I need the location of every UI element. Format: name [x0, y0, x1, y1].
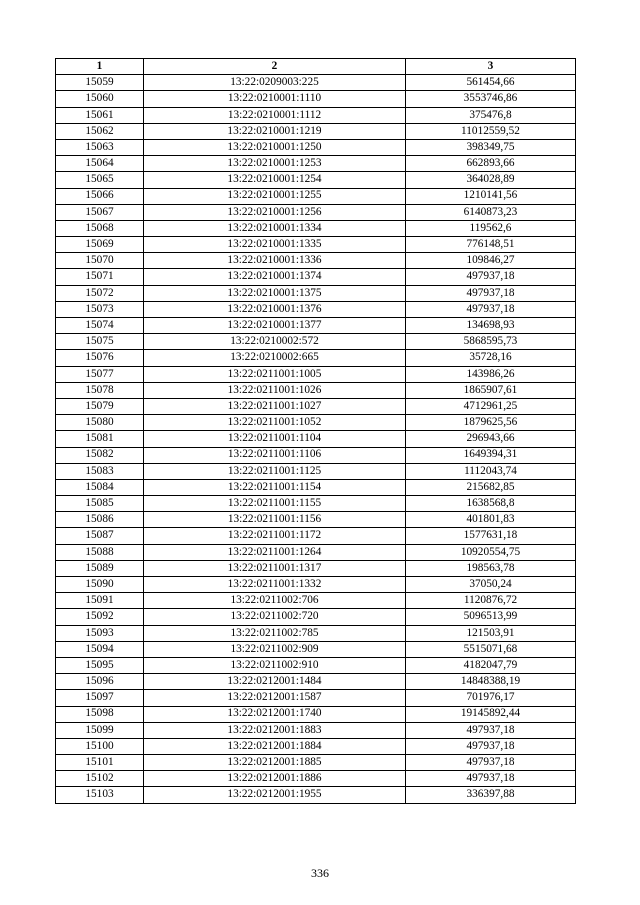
table-row	[56, 139, 576, 155]
cadastral-number-cell: 13:22:0211001:1125	[144, 463, 406, 479]
value-cell: 701976,17	[406, 690, 576, 706]
cadastral-number-cell: 13:22:0211002:720	[144, 609, 406, 625]
table-row	[56, 156, 576, 172]
value-cell: 215682,85	[406, 479, 576, 495]
table-row	[56, 398, 576, 414]
value-cell: 10920554,75	[406, 544, 576, 560]
table-row	[56, 528, 576, 544]
table-row	[56, 706, 576, 722]
value-cell: 1120876,72	[406, 593, 576, 609]
table-body	[56, 75, 576, 803]
row-number-cell: 15066	[56, 188, 144, 204]
table-row	[56, 787, 576, 803]
row-number-cell: 15063	[56, 139, 144, 155]
table-row	[56, 366, 576, 382]
row-number-cell: 15073	[56, 301, 144, 317]
data-table	[55, 58, 576, 804]
value-cell: 4712961,25	[406, 398, 576, 414]
table-row	[56, 350, 576, 366]
cadastral-number-cell: 13:22:0210001:1336	[144, 253, 406, 269]
row-number-cell: 15069	[56, 237, 144, 253]
cadastral-number-cell: 13:22:0211001:1332	[144, 577, 406, 593]
value-cell: 336397,88	[406, 787, 576, 803]
cadastral-number-cell: 13:22:0209003:225	[144, 75, 406, 91]
value-cell: 5515071,68	[406, 641, 576, 657]
cadastral-number-cell: 13:22:0212001:1587	[144, 690, 406, 706]
table-row	[56, 447, 576, 463]
value-cell: 497937,18	[406, 269, 576, 285]
cadastral-number-cell: 13:22:0210002:665	[144, 350, 406, 366]
cadastral-number-cell: 13:22:0210001:1334	[144, 220, 406, 236]
cadastral-number-cell: 13:22:0212001:1955	[144, 787, 406, 803]
value-cell: 143986,26	[406, 366, 576, 382]
table-row	[56, 544, 576, 560]
table-row	[56, 220, 576, 236]
value-cell: 497937,18	[406, 285, 576, 301]
cadastral-number-cell: 13:22:0211002:785	[144, 625, 406, 641]
row-number-cell: 15081	[56, 431, 144, 447]
table-row	[56, 269, 576, 285]
table-row	[56, 301, 576, 317]
row-number-cell: 15072	[56, 285, 144, 301]
cadastral-number-cell: 13:22:0211001:1264	[144, 544, 406, 560]
table-row	[56, 609, 576, 625]
cadastral-number-cell: 13:22:0210001:1375	[144, 285, 406, 301]
row-number-cell: 15099	[56, 722, 144, 738]
table-row	[56, 755, 576, 771]
value-cell: 134698,93	[406, 318, 576, 334]
table-row	[56, 690, 576, 706]
cadastral-number-cell: 13:22:0211002:706	[144, 593, 406, 609]
row-number-cell: 15100	[56, 738, 144, 754]
table-row	[56, 593, 576, 609]
cadastral-number-cell: 13:22:0210001:1250	[144, 139, 406, 155]
column-header-1: 1	[56, 59, 144, 75]
value-cell: 11012559,52	[406, 123, 576, 139]
value-cell: 5868595,73	[406, 334, 576, 350]
row-number-cell: 15087	[56, 528, 144, 544]
row-number-cell: 15059	[56, 75, 144, 91]
row-number-cell: 15067	[56, 204, 144, 220]
table-row	[56, 172, 576, 188]
cadastral-number-cell: 13:22:0211001:1052	[144, 415, 406, 431]
table-row	[56, 415, 576, 431]
cadastral-number-cell: 13:22:0210001:1256	[144, 204, 406, 220]
table-row	[56, 674, 576, 690]
table-row	[56, 285, 576, 301]
row-number-cell: 15062	[56, 123, 144, 139]
value-cell: 198563,78	[406, 560, 576, 576]
row-number-cell: 15070	[56, 253, 144, 269]
value-cell: 398349,75	[406, 139, 576, 155]
cadastral-number-cell: 13:22:0211001:1155	[144, 496, 406, 512]
cadastral-number-cell: 13:22:0210001:1377	[144, 318, 406, 334]
row-number-cell: 15083	[56, 463, 144, 479]
cadastral-number-cell: 13:22:0210001:1110	[144, 91, 406, 107]
cadastral-number-cell: 13:22:0211002:910	[144, 657, 406, 673]
row-number-cell: 15084	[56, 479, 144, 495]
value-cell: 497937,18	[406, 771, 576, 787]
row-number-cell: 15074	[56, 318, 144, 334]
value-cell: 19145892,44	[406, 706, 576, 722]
value-cell: 3553746,86	[406, 91, 576, 107]
value-cell: 1577631,18	[406, 528, 576, 544]
cadastral-number-cell: 13:22:0210001:1255	[144, 188, 406, 204]
table-row	[56, 479, 576, 495]
value-cell: 1865907,61	[406, 382, 576, 398]
row-number-cell: 15060	[56, 91, 144, 107]
row-number-cell: 15103	[56, 787, 144, 803]
value-cell: 119562,6	[406, 220, 576, 236]
table-row	[56, 382, 576, 398]
row-number-cell: 15096	[56, 674, 144, 690]
value-cell: 121503,91	[406, 625, 576, 641]
row-number-cell: 15101	[56, 755, 144, 771]
value-cell: 109846,27	[406, 253, 576, 269]
table-row	[56, 560, 576, 576]
row-number-cell: 15092	[56, 609, 144, 625]
table-row	[56, 188, 576, 204]
cadastral-number-cell: 13:22:0211001:1104	[144, 431, 406, 447]
cadastral-number-cell: 13:22:0210001:1374	[144, 269, 406, 285]
value-cell: 1210141,56	[406, 188, 576, 204]
value-cell: 296943,66	[406, 431, 576, 447]
value-cell: 1638568,8	[406, 496, 576, 512]
value-cell: 401801,83	[406, 512, 576, 528]
cadastral-number-cell: 13:22:0211001:1172	[144, 528, 406, 544]
row-number-cell: 15090	[56, 577, 144, 593]
row-number-cell: 15080	[56, 415, 144, 431]
row-number-cell: 15065	[56, 172, 144, 188]
cadastral-number-cell: 13:22:0212001:1884	[144, 738, 406, 754]
row-number-cell: 15091	[56, 593, 144, 609]
cadastral-number-cell: 13:22:0210002:572	[144, 334, 406, 350]
row-number-cell: 15064	[56, 156, 144, 172]
row-number-cell: 15086	[56, 512, 144, 528]
row-number-cell: 15082	[56, 447, 144, 463]
value-cell: 14848388,19	[406, 674, 576, 690]
table-row	[56, 107, 576, 123]
cadastral-number-cell: 13:22:0211001:1156	[144, 512, 406, 528]
table-row	[56, 75, 576, 91]
row-number-cell: 15079	[56, 398, 144, 414]
cadastral-number-cell: 13:22:0211001:1154	[144, 479, 406, 495]
value-cell: 364028,89	[406, 172, 576, 188]
value-cell: 35728,16	[406, 350, 576, 366]
cadastral-number-cell: 13:22:0210001:1376	[144, 301, 406, 317]
value-cell: 497937,18	[406, 301, 576, 317]
cadastral-number-cell: 13:22:0210001:1335	[144, 237, 406, 253]
cadastral-number-cell: 13:22:0212001:1885	[144, 755, 406, 771]
value-cell: 776148,51	[406, 237, 576, 253]
cadastral-number-cell: 13:22:0210001:1112	[144, 107, 406, 123]
table-row	[56, 641, 576, 657]
table-row	[56, 463, 576, 479]
value-cell: 4182047,79	[406, 657, 576, 673]
table-row	[56, 123, 576, 139]
row-number-cell: 15098	[56, 706, 144, 722]
row-number-cell: 15094	[56, 641, 144, 657]
value-cell: 6140873,23	[406, 204, 576, 220]
table-row	[56, 577, 576, 593]
table-row	[56, 253, 576, 269]
column-header-3: 3	[406, 59, 576, 75]
row-number-cell: 15095	[56, 657, 144, 673]
table-row	[56, 334, 576, 350]
row-number-cell: 15102	[56, 771, 144, 787]
table-row	[56, 722, 576, 738]
table-row	[56, 237, 576, 253]
table-row	[56, 512, 576, 528]
row-number-cell: 15075	[56, 334, 144, 350]
cadastral-number-cell: 13:22:0210001:1253	[144, 156, 406, 172]
cadastral-number-cell: 13:22:0211001:1317	[144, 560, 406, 576]
table-row	[56, 738, 576, 754]
row-number-cell: 15061	[56, 107, 144, 123]
row-number-cell: 15088	[56, 544, 144, 560]
table-row	[56, 771, 576, 787]
cadastral-number-cell: 13:22:0211001:1106	[144, 447, 406, 463]
table-row	[56, 625, 576, 641]
value-cell: 375476,8	[406, 107, 576, 123]
value-cell: 5096513,99	[406, 609, 576, 625]
table-row	[56, 91, 576, 107]
row-number-cell: 15077	[56, 366, 144, 382]
row-number-cell: 15085	[56, 496, 144, 512]
page-number: 336	[311, 866, 329, 880]
value-cell: 1879625,56	[406, 415, 576, 431]
table-row	[56, 657, 576, 673]
cadastral-number-cell: 13:22:0212001:1886	[144, 771, 406, 787]
value-cell: 561454,66	[406, 75, 576, 91]
cadastral-number-cell: 13:22:0211001:1026	[144, 382, 406, 398]
row-number-cell: 15097	[56, 690, 144, 706]
value-cell: 1649394,31	[406, 447, 576, 463]
value-cell: 662893,66	[406, 156, 576, 172]
cadastral-number-cell: 13:22:0212001:1740	[144, 706, 406, 722]
cadastral-number-cell: 13:22:0212001:1484	[144, 674, 406, 690]
row-number-cell: 15089	[56, 560, 144, 576]
row-number-cell: 15076	[56, 350, 144, 366]
value-cell: 497937,18	[406, 755, 576, 771]
table-row	[56, 431, 576, 447]
value-cell: 497937,18	[406, 722, 576, 738]
row-number-cell: 15071	[56, 269, 144, 285]
value-cell: 497937,18	[406, 738, 576, 754]
cadastral-number-cell: 13:22:0210001:1219	[144, 123, 406, 139]
row-number-cell: 15093	[56, 625, 144, 641]
column-header-2: 2	[144, 59, 406, 75]
value-cell: 1112043,74	[406, 463, 576, 479]
row-number-cell: 15068	[56, 220, 144, 236]
cadastral-number-cell: 13:22:0212001:1883	[144, 722, 406, 738]
table-row	[56, 204, 576, 220]
table-header-row	[56, 59, 576, 75]
cadastral-number-cell: 13:22:0211002:909	[144, 641, 406, 657]
row-number-cell: 15078	[56, 382, 144, 398]
table-row	[56, 496, 576, 512]
cadastral-number-cell: 13:22:0210001:1254	[144, 172, 406, 188]
value-cell: 37050,24	[406, 577, 576, 593]
cadastral-number-cell: 13:22:0211001:1027	[144, 398, 406, 414]
table-row	[56, 318, 576, 334]
cadastral-number-cell: 13:22:0211001:1005	[144, 366, 406, 382]
